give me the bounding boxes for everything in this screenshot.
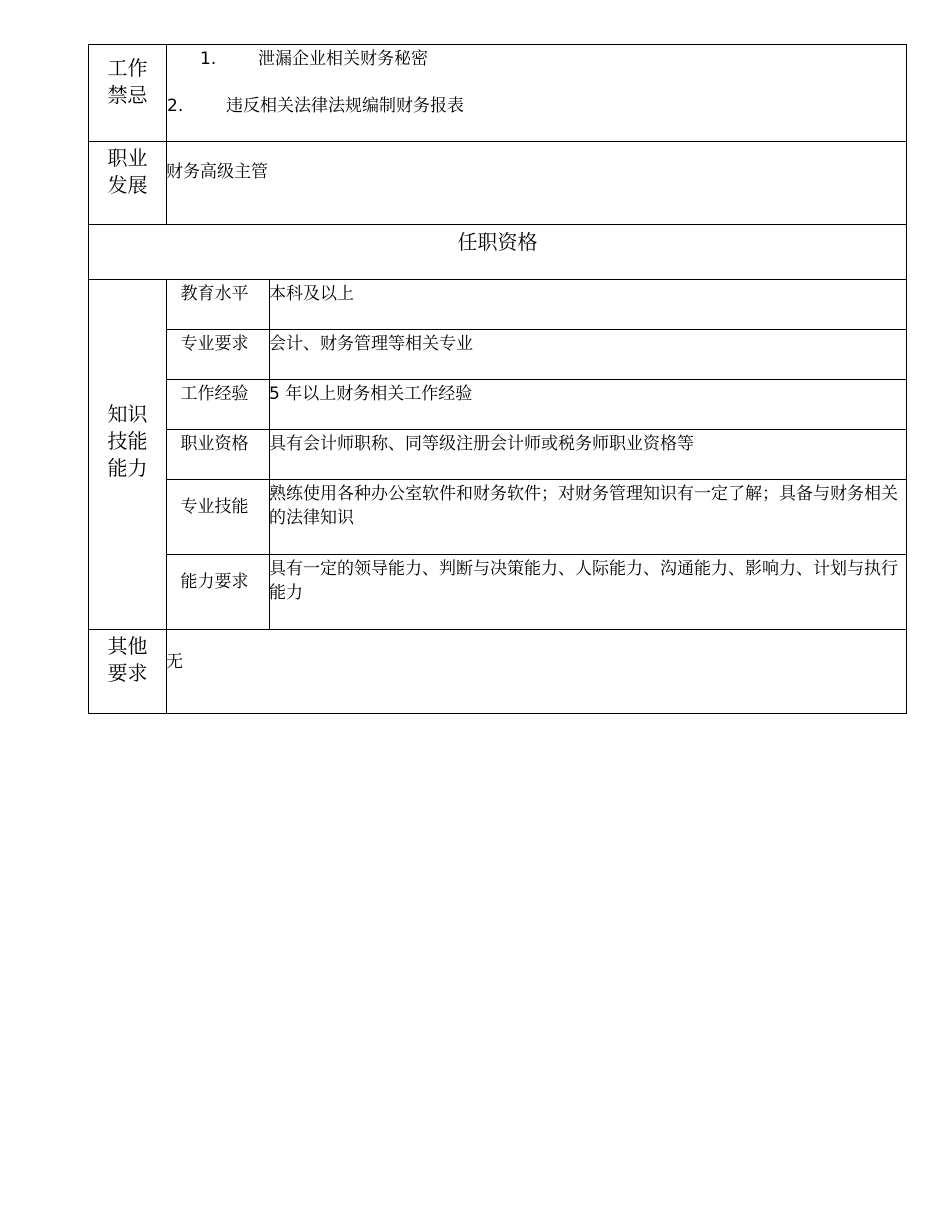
other-requirements-label-line1: 其他: [107, 634, 148, 658]
sub-row-divider: [166, 429, 907, 430]
prohibition-item-2-number: 2.: [167, 96, 184, 116]
work-prohibitions-label: [89, 55, 166, 109]
career-development-value: 财务高级主管: [166, 162, 268, 182]
ability-requirement-value: 具有一定的领导能力、判断与决策能力、人际能力、沟通能力、影响力、计划与执行能力: [269, 559, 898, 603]
ability-requirement-label: 能力要求: [180, 572, 249, 592]
education-level-value: 本科及以上: [269, 284, 354, 304]
knowledge-skills-label-line1: 知识: [107, 402, 148, 426]
professional-qualification-label: 职业资格: [180, 434, 249, 454]
sub-row-divider: [166, 479, 907, 480]
professional-skills-value: 熟练使用各种办公室软件和财务软件；对财务管理知识有一定了解；具备与财务相关的法律知识: [269, 484, 898, 528]
sub-row-divider: [166, 329, 907, 330]
other-requirements-label: [89, 633, 166, 687]
career-development-label: [89, 145, 166, 199]
work-experience-value: 5 年以上财务相关工作经验: [269, 384, 473, 404]
work-prohibitions-label-line1: 工作: [107, 56, 148, 80]
professional-skills-label: 专业技能: [180, 497, 249, 517]
knowledge-skills-label-line3: 能力: [107, 456, 148, 480]
sub-row-divider: [166, 554, 907, 555]
prohibition-item-1-text: 泄漏企业相关财务秘密: [258, 49, 428, 69]
other-requirements-value: 无: [166, 652, 183, 672]
professional-qualification-value: 具有会计师职称、同等级注册会计师或税务师职业资格等: [269, 434, 694, 454]
knowledge-skills-label-line2: 技能: [107, 429, 148, 453]
career-development-label-line1: 职业: [107, 146, 148, 170]
prohibition-item-2-text: 违反相关法律法规编制财务报表: [226, 96, 464, 116]
work-prohibitions-label-line2: 禁忌: [107, 83, 148, 107]
major-requirement-label: 专业要求: [180, 334, 249, 354]
row-divider: [88, 224, 907, 225]
major-requirement-value: 会计、财务管理等相关专业: [269, 334, 473, 354]
qualifications-title: 任职资格: [457, 230, 538, 254]
career-development-label-line2: 发展: [107, 173, 148, 197]
row-divider: [88, 279, 907, 280]
row-divider: [88, 629, 907, 630]
knowledge-skills-label: [89, 401, 166, 482]
row-divider: [88, 141, 907, 142]
other-requirements-label-line2: 要求: [107, 661, 148, 685]
work-experience-label: 工作经验: [180, 384, 249, 404]
sub-row-divider: [166, 379, 907, 380]
column-divider: [166, 44, 167, 224]
prohibition-item-1-number: 1.: [200, 49, 217, 69]
education-level-label: 教育水平: [180, 284, 249, 304]
